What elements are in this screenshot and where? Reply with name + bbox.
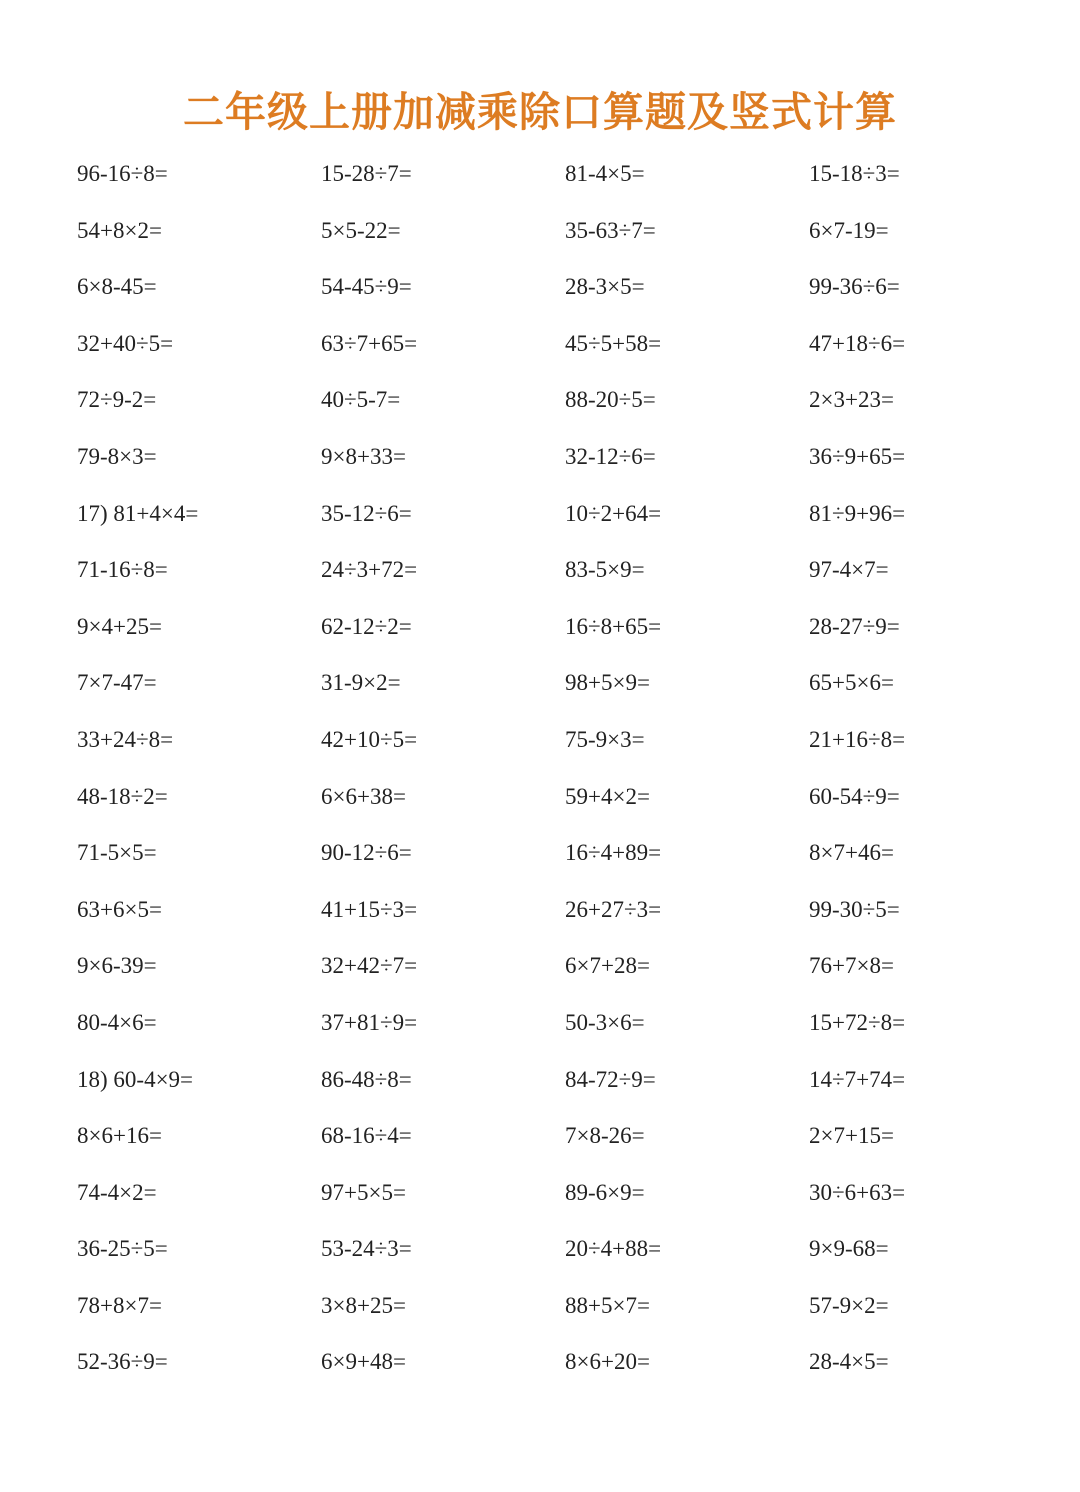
math-problem: 97+5×5= [321,1179,406,1205]
math-problem: 6×6+38= [321,783,406,809]
math-problem: 2×7+15= [809,1123,894,1149]
math-problem: 72÷9-2= [77,387,157,413]
math-problem: 90-12÷6= [321,840,412,866]
math-problem: 6×9+48= [321,1349,406,1375]
math-problem: 28-4×5= [809,1349,889,1375]
math-problem: 6×7+28= [565,953,650,979]
math-problem: 84-72÷9= [565,1066,656,1092]
math-problem: 9×9-68= [809,1236,889,1262]
math-problem: 40÷5-7= [321,387,401,413]
math-problem: 42+10÷5= [321,726,418,752]
math-problem: 63÷7+65= [321,330,418,356]
math-problem: 31-9×2= [321,670,401,696]
math-problem: 75-9×3= [565,726,645,752]
math-problem: 8×7+46= [809,840,894,866]
math-problem: 52-36÷9= [77,1349,168,1375]
math-problem: 9×8+33= [321,443,406,469]
math-problem: 53-24÷3= [321,1236,412,1262]
page-title: 二年级上册加减乘除口算题及竖式计算 [183,88,897,136]
math-problem: 9×6-39= [77,953,157,979]
math-problem: 81-4×5= [565,161,645,186]
math-problem: 36÷9+65= [809,443,906,469]
math-problem: 10÷2+64= [565,500,662,526]
math-problem: 76+7×8= [809,953,894,979]
math-problem: 28-27÷9= [809,613,900,639]
math-problem: 99-36÷6= [809,274,900,300]
math-problem: 5×5-22= [321,217,401,243]
math-problem: 60-54÷9= [809,783,900,809]
math-problem: 68-16÷4= [321,1123,412,1149]
math-problem: 18) 60-4×9= [77,1066,194,1092]
math-problem: 16÷4+89= [565,840,662,866]
math-problem: 88+5×7= [565,1292,650,1318]
math-problem: 50-3×6= [565,1009,645,1035]
math-problem: 9×4+25= [77,613,162,639]
math-problem: 15+72÷8= [809,1009,906,1035]
math-problem: 80-4×6= [77,1009,157,1035]
math-problem: 47+18÷6= [809,330,906,356]
math-problem: 88-20÷5= [565,387,656,413]
math-problem: 32+42÷7= [321,953,418,979]
math-problem: 89-6×9= [565,1179,645,1205]
math-problem: 6×8-45= [77,274,157,300]
math-problem: 54-45÷9= [321,274,412,300]
math-problem: 15-18÷3= [809,161,900,186]
math-problem: 96-16÷8= [77,161,168,186]
math-problem: 83-5×9= [565,557,645,583]
math-problem: 62-12÷2= [321,613,412,639]
math-problem: 54+8×2= [77,217,162,243]
math-problem: 97-4×7= [809,557,889,583]
math-problem: 98+5×9= [565,670,650,696]
math-problem: 8×6+16= [77,1123,162,1149]
math-problem: 26+27÷3= [565,896,662,922]
math-problem: 74-4×2= [77,1179,157,1205]
math-problem: 21+16÷8= [809,726,906,752]
math-problem: 99-30÷5= [809,896,900,922]
math-problem: 24÷3+72= [321,557,418,583]
math-problem: 45÷5+58= [565,330,662,356]
math-problem: 17) 81+4×4= [77,500,199,526]
math-problem: 32+40÷5= [77,330,174,356]
math-problem: 81÷9+96= [809,500,906,526]
math-problem: 3×8+25= [321,1292,406,1318]
math-problem: 16÷8+65= [565,613,662,639]
math-problem: 15-28÷7= [321,161,412,186]
math-problem: 32-12÷6= [565,443,656,469]
math-problem: 78+8×7= [77,1292,162,1318]
math-problem: 86-48÷8= [321,1066,412,1092]
math-problem: 2×3+23= [809,387,894,413]
math-problem: 79-8×3= [77,443,157,469]
math-problem: 59+4×2= [565,783,650,809]
math-problem: 71-5×5= [77,840,157,866]
math-problem: 28-3×5= [565,274,645,300]
math-problem: 20÷4+88= [565,1236,662,1262]
problem-grid [77,156,1057,1401]
math-problem: 14÷7+74= [809,1066,906,1092]
math-problem: 41+15÷3= [321,896,418,922]
math-problem: 36-25÷5= [77,1236,168,1262]
math-problem: 65+5×6= [809,670,894,696]
math-problem: 37+81÷9= [321,1009,418,1035]
math-problem: 6×7-19= [809,217,889,243]
math-problem: 8×6+20= [565,1349,650,1375]
math-problem: 71-16÷8= [77,557,168,583]
math-problem: 48-18÷2= [77,783,168,809]
math-problem: 57-9×2= [809,1292,889,1318]
math-problem: 7×8-26= [565,1123,645,1149]
math-problem: 7×7-47= [77,670,157,696]
math-problem: 33+24÷8= [77,726,174,752]
math-problem: 35-12÷6= [321,500,412,526]
math-problem: 35-63÷7= [565,217,656,243]
math-problem: 63+6×5= [77,896,162,922]
math-problem: 30÷6+63= [809,1179,906,1205]
